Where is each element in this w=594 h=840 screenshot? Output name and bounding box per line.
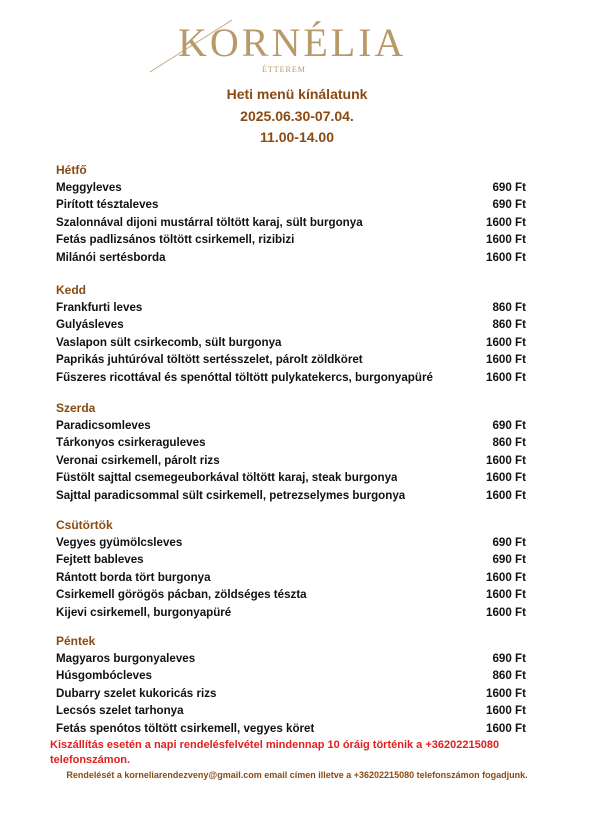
dish-price: 1600 Ft xyxy=(486,453,526,467)
dish-price: 690 Ft xyxy=(492,652,526,665)
day-section-monday xyxy=(56,161,526,266)
menu-hours: 11.00-14.00 xyxy=(260,129,334,145)
dish-name: Lecsós szelet tarhonya xyxy=(56,704,184,718)
dish-name: Pirított tésztaleves xyxy=(56,198,159,212)
menu-item xyxy=(56,702,526,719)
menu-item xyxy=(56,685,526,702)
dish-price: 860 Ft xyxy=(492,436,526,450)
dish-price: 1600 Ft xyxy=(486,721,526,735)
menu-item xyxy=(56,351,526,368)
dish-name: Veronai csirkemell, párolt rizs xyxy=(56,453,220,467)
dish-name: Paprikás juhtúróval töltött sertésszelet, párolt zöldköret xyxy=(56,353,363,367)
day-title: Kedd xyxy=(56,283,86,297)
dish-name: Fetás spenótos töltött csirkemell, vegyes köret xyxy=(56,721,315,735)
day-section-thursday xyxy=(56,516,526,621)
dish-name: Vaslapon sült csirkecomb, sült burgonya xyxy=(56,335,282,349)
menu-item xyxy=(56,196,526,213)
menu-item xyxy=(56,179,526,196)
dish-price: 690 Ft xyxy=(492,553,526,567)
dish-name: Milánói sertésborda xyxy=(56,250,166,264)
day-title: Hétfő xyxy=(56,163,87,177)
dish-name: Szalonnával dijoni mustárral töltött karaj, sült burgonya xyxy=(56,215,363,229)
menu-date-range: 2025.06.30-07.04. xyxy=(240,108,354,124)
menu-item xyxy=(56,667,526,684)
dish-name: Frankfurti leves xyxy=(56,301,143,314)
dish-price: 860 Ft xyxy=(492,301,526,314)
dish-price: 1600 Ft xyxy=(486,605,526,619)
menu-item xyxy=(56,551,526,568)
dish-price: 1600 Ft xyxy=(486,704,526,718)
dish-name: Meggyleves xyxy=(56,181,122,194)
dish-price: 690 Ft xyxy=(492,198,526,212)
menu-item xyxy=(56,487,526,504)
dish-name: Fetás padlizsános töltött csirkemell, rizibizi xyxy=(56,233,295,247)
menu-item xyxy=(56,720,526,737)
menu-item xyxy=(56,299,526,316)
logo-subtitle: ÉTTEREM xyxy=(262,65,306,74)
dish-name: Füstölt sajttal csemegeuborkával töltött karaj, steak burgonya xyxy=(56,471,398,485)
day-section-friday xyxy=(56,632,526,737)
menu-item xyxy=(56,231,526,248)
dish-name: Gulyásleves xyxy=(56,318,124,332)
day-section-wednesday xyxy=(56,399,526,504)
dish-price: 1600 Ft xyxy=(486,471,526,485)
dish-name: Húsgombócleves xyxy=(56,669,152,683)
day-title: Péntek xyxy=(56,634,96,648)
dish-price: 690 Ft xyxy=(492,536,526,549)
dish-name: Dubarry szelet kukoricás rizs xyxy=(56,686,217,700)
dish-name: Kijevi csirkemell, burgonyapüré xyxy=(56,605,232,619)
menu-item xyxy=(56,214,526,231)
dish-price: 690 Ft xyxy=(492,181,526,194)
dish-name: Csirkemell görögös pácban, zöldséges tészta xyxy=(56,588,307,602)
delivery-note: Kiszállítás esetén a napi rendelésfelvétel mindennap 10 óráig történik a +36202215080 telefonszámon. xyxy=(50,739,500,766)
dish-price: 1600 Ft xyxy=(486,233,526,247)
dish-name: Tárkonyos csirkeraguleves xyxy=(56,436,206,450)
dish-price: 690 Ft xyxy=(492,419,526,432)
day-title: Szerda xyxy=(56,401,96,415)
dish-name: Vegyes gyümölcsleves xyxy=(56,536,183,549)
menu-item xyxy=(56,650,526,667)
menu-item xyxy=(56,417,526,434)
menu-item xyxy=(56,604,526,621)
menu-item xyxy=(56,569,526,586)
dish-price: 860 Ft xyxy=(492,318,526,332)
menu-item xyxy=(56,469,526,486)
menu-item xyxy=(56,534,526,551)
dish-name: Sajttal paradicsommal sült csirkemell, petrezselymes burgonya xyxy=(56,488,406,502)
menu-item xyxy=(56,586,526,603)
dish-name: Rántott borda tört burgonya xyxy=(56,570,211,584)
dish-name: Fejtett bableves xyxy=(56,553,144,567)
dish-price: 860 Ft xyxy=(492,669,526,683)
menu-heading: Heti menü kínálatunk xyxy=(226,86,368,102)
day-section-tuesday xyxy=(56,281,526,386)
dish-price: 1600 Ft xyxy=(486,250,526,264)
dish-price: 1600 Ft xyxy=(486,488,526,502)
menu-item xyxy=(56,249,526,266)
menu-item xyxy=(56,434,526,451)
dish-price: 1600 Ft xyxy=(486,370,526,384)
dish-name: Fűszeres ricottával és spenóttal töltött pulykatekercs, burgonyapüré xyxy=(56,370,433,384)
menu-item xyxy=(56,334,526,351)
menu-item xyxy=(56,316,526,333)
dish-price: 1600 Ft xyxy=(486,570,526,584)
dish-price: 1600 Ft xyxy=(486,686,526,700)
dish-name: Paradicsomleves xyxy=(56,419,151,432)
dish-price: 1600 Ft xyxy=(486,353,526,367)
dish-name: Magyaros burgonyaleves xyxy=(56,652,196,665)
dish-price: 1600 Ft xyxy=(486,215,526,229)
restaurant-logo xyxy=(140,10,420,80)
logo-name: KORNÉLIA xyxy=(178,20,407,65)
dish-price: 1600 Ft xyxy=(486,588,526,602)
day-title: Csütörtök xyxy=(56,518,113,532)
menu-item xyxy=(56,452,526,469)
dish-price: 1600 Ft xyxy=(486,335,526,349)
order-note: Rendelését a korneliarendezveny@gmail.com email címen illetve a +36202215080 telefonszámon fogadjunk. xyxy=(66,770,528,780)
menu-item xyxy=(56,369,526,386)
